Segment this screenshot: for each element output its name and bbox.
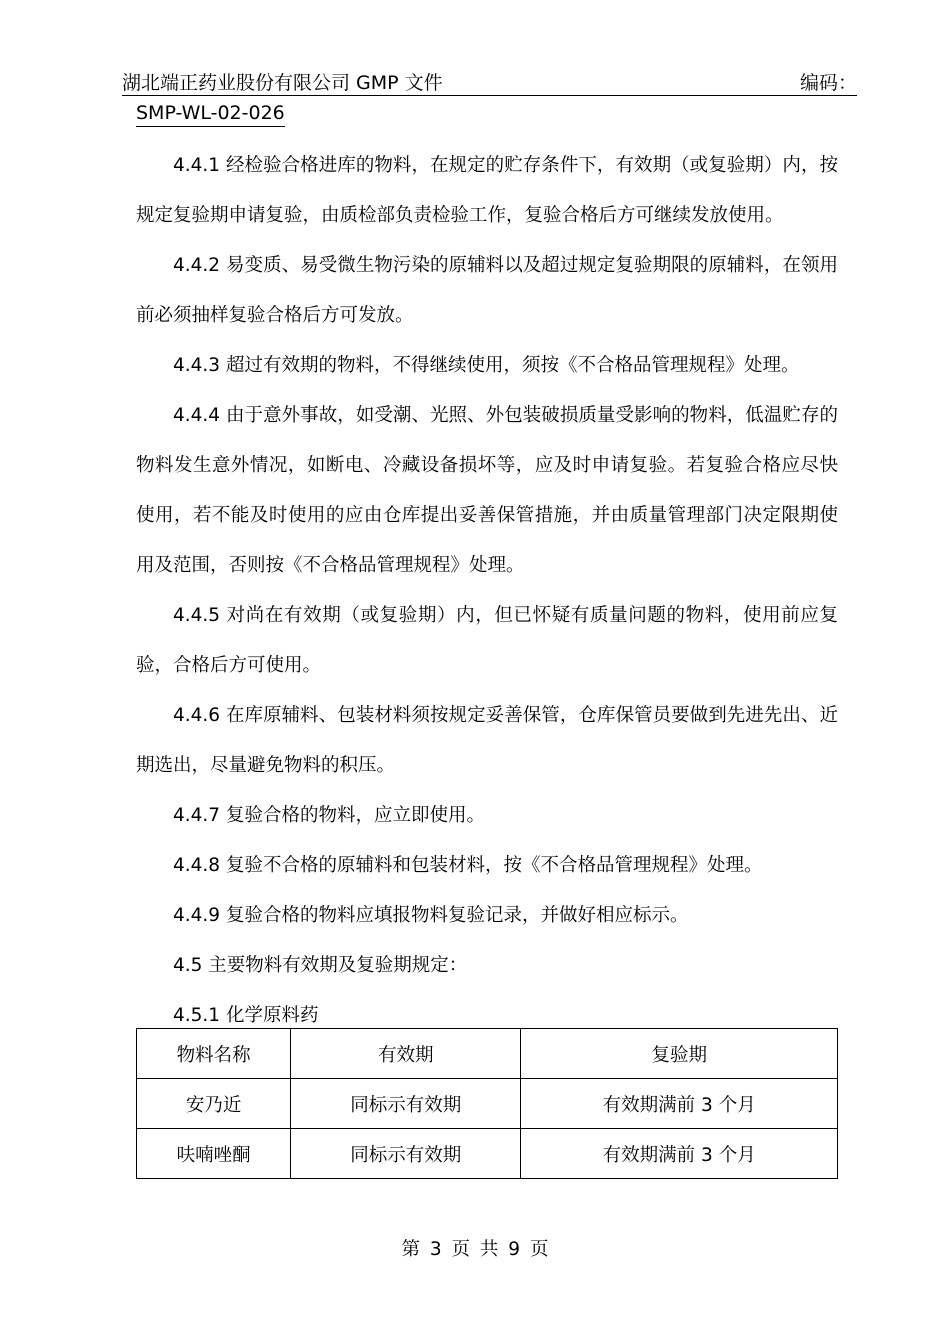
cell-validity: 同标示有效期 xyxy=(291,1079,521,1129)
table-row xyxy=(137,1129,838,1179)
page-footer: 第 3 页 共 9 页 xyxy=(401,1239,549,1260)
section-heading-4-5: 4.5 主要物料有效期及复验期规定： xyxy=(173,955,468,976)
page-header xyxy=(122,66,857,96)
cell-validity: 同标示有效期 xyxy=(291,1129,521,1179)
cell-material-name: 呋喃唑酮 xyxy=(137,1129,291,1179)
section-heading-4-5-1: 4.5.1 化学原料药 xyxy=(173,1005,319,1026)
paragraph-4-4-7: 4.4.7 复验合格的物料，应立即使用。 xyxy=(173,805,485,826)
paragraph-4-4-6: 4.4.6 在库原辅料、包装材料须按规定妥善保管，仓库保管员要做到先进先出、近期选出，尽量避免物料的积压。 xyxy=(136,705,838,776)
paragraph-4-4-9: 4.4.9 复验合格的物料应填报物料复验记录，并做好相应标示。 xyxy=(173,905,689,926)
table-row xyxy=(137,1079,838,1129)
paragraph-4-4-8: 4.4.8 复验不合格的原辅料和包装材料，按《不合格品管理规程》处理。 xyxy=(173,855,763,876)
material-validity-table xyxy=(136,1028,838,1179)
column-header-retest: 复验期 xyxy=(521,1029,838,1079)
paragraph-4-4-5: 4.4.5 对尚在有效期（或复验期）内，但已怀疑有质量问题的物料，使用前应复验，合格后方可使用。 xyxy=(136,605,838,676)
column-header-material-name: 物料名称 xyxy=(137,1029,291,1079)
cell-retest: 有效期满前 3 个月 xyxy=(521,1079,838,1129)
cell-retest: 有效期满前 3 个月 xyxy=(521,1129,838,1179)
table-header-row xyxy=(137,1029,838,1079)
paragraph-4-4-3: 4.4.3 超过有效期的物料，不得继续使用，须按《不合格品管理规程》处理。 xyxy=(173,355,800,376)
paragraph-4-4-1: 4.4.1 经检验合格进库的物料，在规定的贮存条件下，有效期（或复验期）内，按规定复验期申请复验，由质检部负责检验工作，复验合格后方可继续发放使用。 xyxy=(136,155,838,226)
column-header-validity: 有效期 xyxy=(291,1029,521,1079)
code-label: 编码： xyxy=(799,72,857,94)
company-title: 湖北端正药业股份有限公司 GMP 文件 xyxy=(122,72,443,94)
paragraph-4-4-2: 4.4.2 易变质、易受微生物污染的原辅料以及超过规定复验期限的原辅料，在领用前必须抽样复验合格后方可发放。 xyxy=(136,255,838,326)
document-body xyxy=(136,141,838,1041)
paragraph-4-4-4: 4.4.4 由于意外事故，如受潮、光照、外包装破损质量受影响的物料，低温贮存的物料发生意外情况，如断电、冷藏设备损坏等，应及时申请复验。若复验合格应尽快使用，若不能及时使用的应由仓库提出妥善保管措施，并由质量管理部门决定限期使用及范围，否则按《不合格品管理规程》处理。 xyxy=(136,405,838,576)
document-code: SMP-WL-02-026 xyxy=(136,102,285,127)
cell-material-name: 安乃近 xyxy=(137,1079,291,1129)
